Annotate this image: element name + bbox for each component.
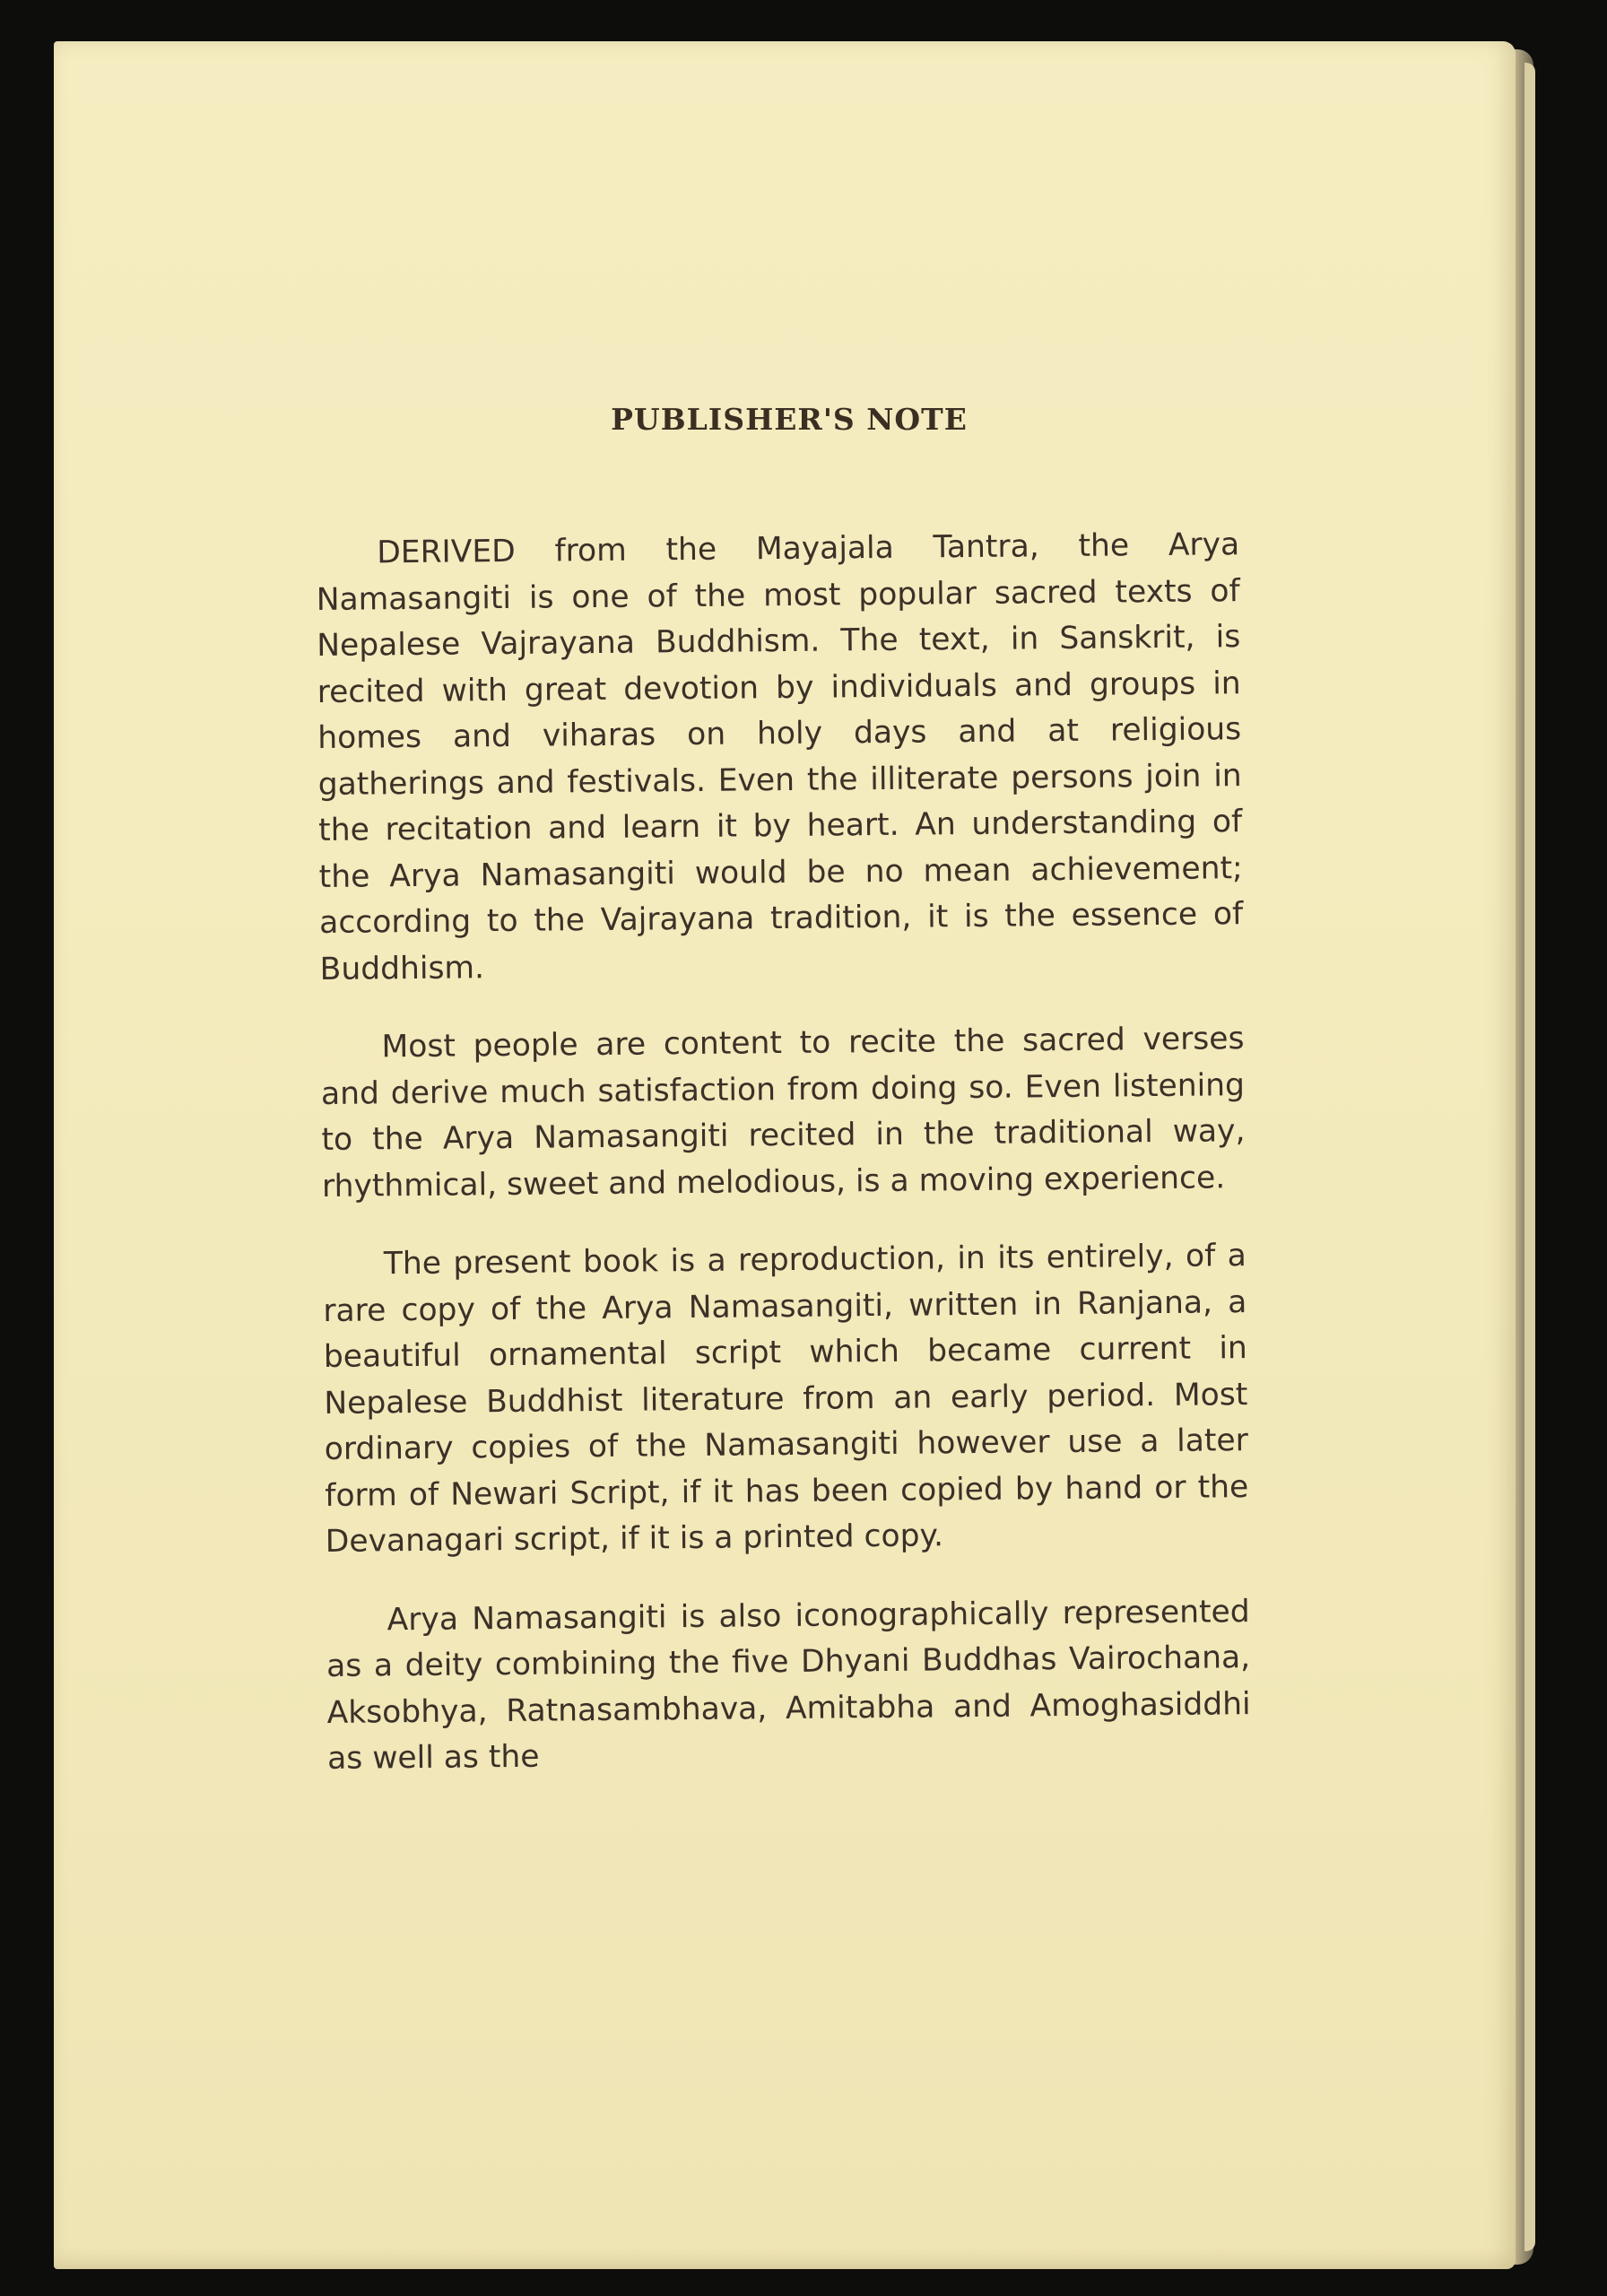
paragraph-3: The present book is a reproduction, in its entirely, of a rare copy of the Arya Namasangiti, written in Ranjana, a beautiful ornamental script which became current in Nepalese Buddhist literature from an early period. Most ordinary copies of the Namasangiti however use a later form of Newari Script, if it has been copied by hand or the Devanagari script, if it is a printed copy. (323, 1238, 1249, 1560)
paragraph-4: Arya Namasangiti is also iconographically represented as a deity combining the five Dhyani Buddhas Vairochana, Aksobhya, Ratnasambhava, Amitabha and Amoghasiddhi as well as the (326, 1593, 1251, 1777)
paragraph-1: DERIVED from the Mayajala Tantra, the Arya Namasangiti is one of the most popular sacred texts of Nepalese Vajrayana Buddhism. The text, in Sanskrit, is recited with great devotion by individuals and groups in homes and viharas on holy days and at religious gatherings and festivals. Even the illiterate persons join in the recitation and learn it by heart. An understanding of the Arya Namasangiti would be no mean achievement; according to the Vajrayana tradition, it is the essence of Buddhism. (316, 526, 1244, 987)
page-stack-edge-inner (1524, 63, 1535, 2251)
document-body (316, 522, 1251, 1782)
document-title: PUBLISHER'S NOTE (611, 402, 968, 437)
paragraph-2: Most people are content to recite the sacred verses and derive much satisfaction from doing so. Even listening to the Arya Namasangiti recited in the traditional way, rhythmical, sweet and melodious, is a moving experience. (320, 1021, 1246, 1205)
